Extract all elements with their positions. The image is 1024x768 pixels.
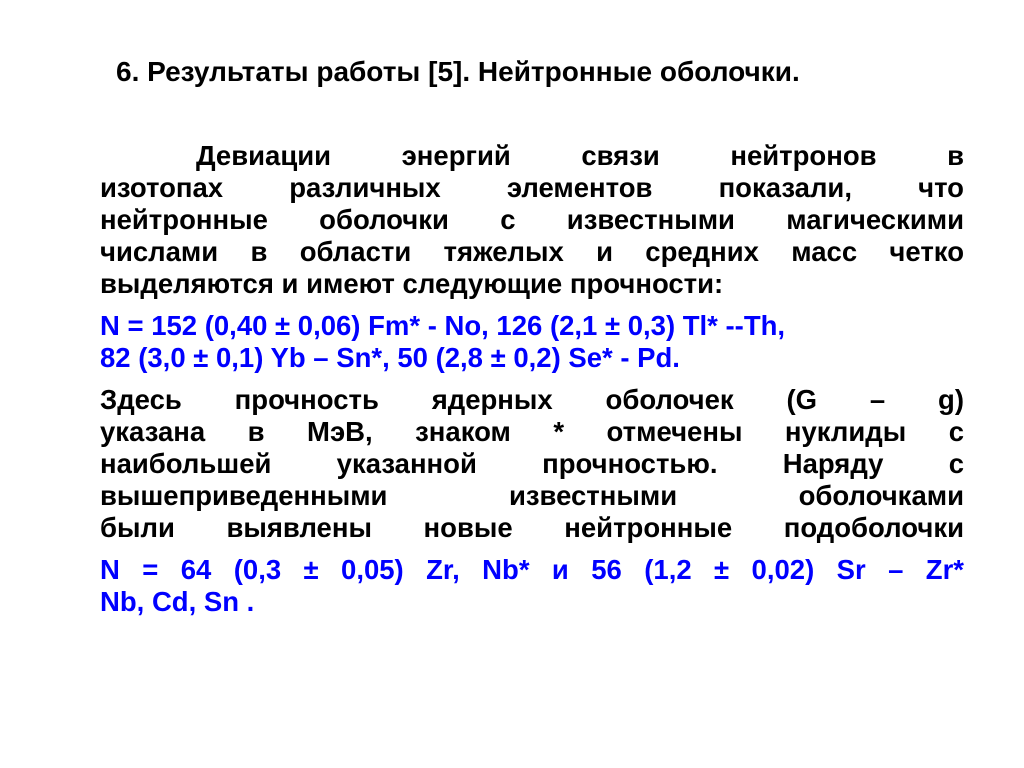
text-line: Здесь прочность ядерных оболочек (G – g) xyxy=(100,384,964,415)
slide-body xyxy=(100,140,964,618)
text-line: N = 152 (0,40 ± 0,06) Fm* - No, 126 (2,1 ± 0,3) Tl* --Th, xyxy=(100,310,786,341)
shell-strengths-new xyxy=(100,554,964,618)
text-line: были выявлены новые нейтронные подоболочки xyxy=(100,512,964,543)
text-line: 82 (3,0 ± 0,1) Yb – Sn*, 50 (2,8 ± 0,2) Se* - Pd. xyxy=(100,342,680,373)
text-line: нейтронные оболочки с известными магическими xyxy=(100,204,964,235)
text-line: изотопах различных элементов показали, что xyxy=(100,172,964,203)
text-line: выделяются и имеют следующие прочности: xyxy=(100,268,724,299)
paragraph-explanation xyxy=(100,384,964,544)
text-line: N = 64 (0,3 ± 0,05) Zr, Nb* и 56 (1,2 ± 0,02) Sr – Zr* xyxy=(100,554,964,585)
slide-title: 6. Результаты работы [5]. Нейтронные оболочки. xyxy=(116,56,800,87)
text-line: Девиации энергий связи нейтронов в xyxy=(196,140,964,171)
text-line: вышеприведенными известными оболочками xyxy=(100,480,964,511)
text-line: указана в МэВ, знаком * отмечены нуклиды с xyxy=(100,416,964,447)
text-line: Nb, Cd, Sn . xyxy=(100,586,255,617)
shell-strengths-known xyxy=(100,310,964,374)
text-line: числами в области тяжелых и средних масс четко xyxy=(100,236,964,267)
paragraph-intro xyxy=(100,140,964,300)
text-line: наибольшей указанной прочностью. Наряду с xyxy=(100,448,964,479)
